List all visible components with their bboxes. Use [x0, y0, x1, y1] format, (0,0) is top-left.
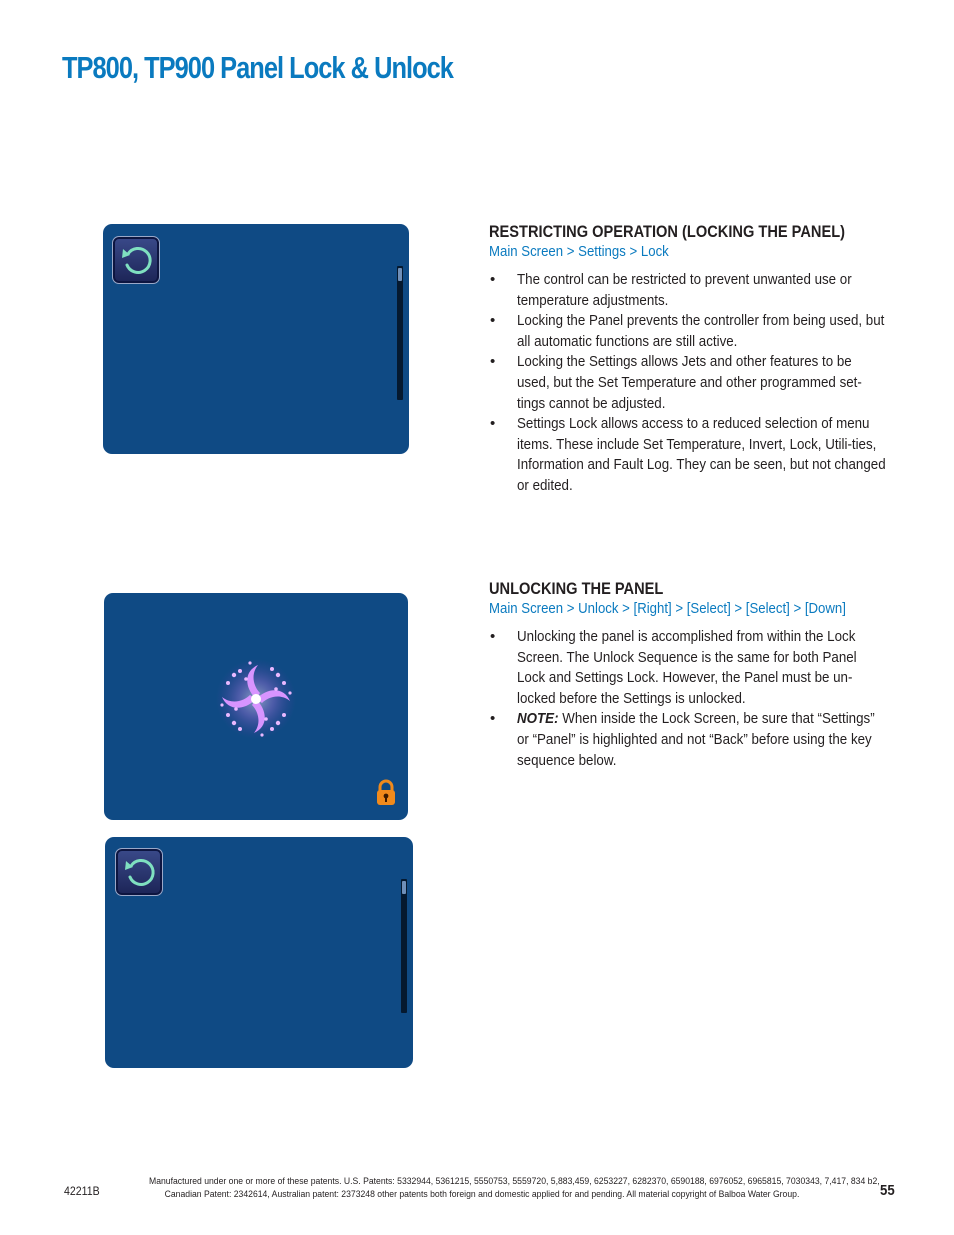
back-button[interactable]: [112, 236, 160, 284]
bullet-mark: •: [490, 628, 496, 645]
locked-main-screen: [104, 593, 408, 820]
list-item: [489, 270, 899, 311]
unlocking-section: [489, 579, 899, 771]
back-button[interactable]: [115, 848, 163, 896]
list-item-text: Unlocking the panel is accomplished from within the Lock Screen. The Unlock Sequence is the same for both Panel Lock and Settings Lock. However, the Panel must be un-locked before the Settings is unlocked.: [517, 628, 857, 707]
scrollbar[interactable]: [401, 879, 407, 1013]
list-item: [489, 311, 899, 352]
patent-notice: [112, 1175, 880, 1201]
patent-line-2: Canadian Patent: 2342614, Australian patent: 2373248 other patents both foreign and domestic applied for and pending. All material copyright of Balboa Water Group.: [164, 1189, 800, 1200]
bullet-mark: •: [490, 415, 496, 433]
bullet-mark: •: [490, 312, 496, 330]
note-label: NOTE:: [517, 710, 559, 728]
back-arrow-icon: [122, 855, 158, 891]
list-item-text: Locking the Panel prevents the controller from being used, but all automatic functions are still active.: [517, 312, 885, 350]
back-arrow-icon: [119, 243, 155, 279]
patent-line-1: Manufactured under one or more of these patents. U.S. Patents: 5332944, 5361215, 5550753, 5559720, 5,883,459, 6253227, 6282370, 6590188, 6976052, 6965815, 7030343, 7,417, 834 b2,: [149, 1176, 880, 1187]
page-number: 55: [880, 1182, 895, 1199]
list-item-text: The control can be restricted to prevent unwanted use or temperature adjustments.: [517, 271, 852, 309]
list-item-text: Locking the Settings allows Jets and other features to be used, but the Set Temperature and other programmed set-tings cannot be adjusted.: [517, 353, 862, 412]
bullet-mark: •: [490, 353, 496, 371]
section-heading: UNLOCKING THE PANEL: [489, 579, 664, 598]
locking-section: [489, 222, 899, 497]
bullet-list: [489, 270, 899, 497]
lock-settings-screen: [103, 224, 409, 454]
spa-logo-icon: [214, 657, 298, 741]
list-item: [489, 627, 899, 709]
unlock-screen: [105, 837, 413, 1068]
document-code: 42211B: [64, 1184, 100, 1198]
bullet-mark: •: [490, 271, 496, 288]
list-item: [489, 414, 899, 496]
list-item-text: Settings Lock allows access to a reduced selection of menu items. These include Set Temperature, Invert, Lock, Utili-ties, Information and Fault Log. They can be seen, but not changed or edited.: [517, 415, 886, 494]
list-item: [489, 352, 899, 414]
note-body: When inside the Lock Screen, be sure that “Settings” or “Panel” is highlighted and not “Back” before using the key sequence below.: [517, 710, 875, 769]
bullet-list: [489, 627, 899, 771]
menu-path: Main Screen > Settings > Lock: [489, 243, 669, 260]
menu-path: Main Screen > Unlock > [Right] > [Select] > [Select] > [Down]: [489, 600, 846, 617]
page-title: TP800, TP900 Panel Lock & Unlock: [62, 50, 453, 85]
scrollbar[interactable]: [397, 266, 403, 400]
scrollbar-thumb[interactable]: [398, 268, 402, 281]
scrollbar-thumb[interactable]: [402, 881, 406, 894]
bullet-mark: •: [490, 710, 496, 728]
list-item: [489, 709, 899, 771]
lock-icon[interactable]: [375, 779, 397, 807]
note-text: [517, 709, 886, 771]
section-heading: RESTRICTING OPERATION (LOCKING THE PANEL): [489, 222, 846, 241]
